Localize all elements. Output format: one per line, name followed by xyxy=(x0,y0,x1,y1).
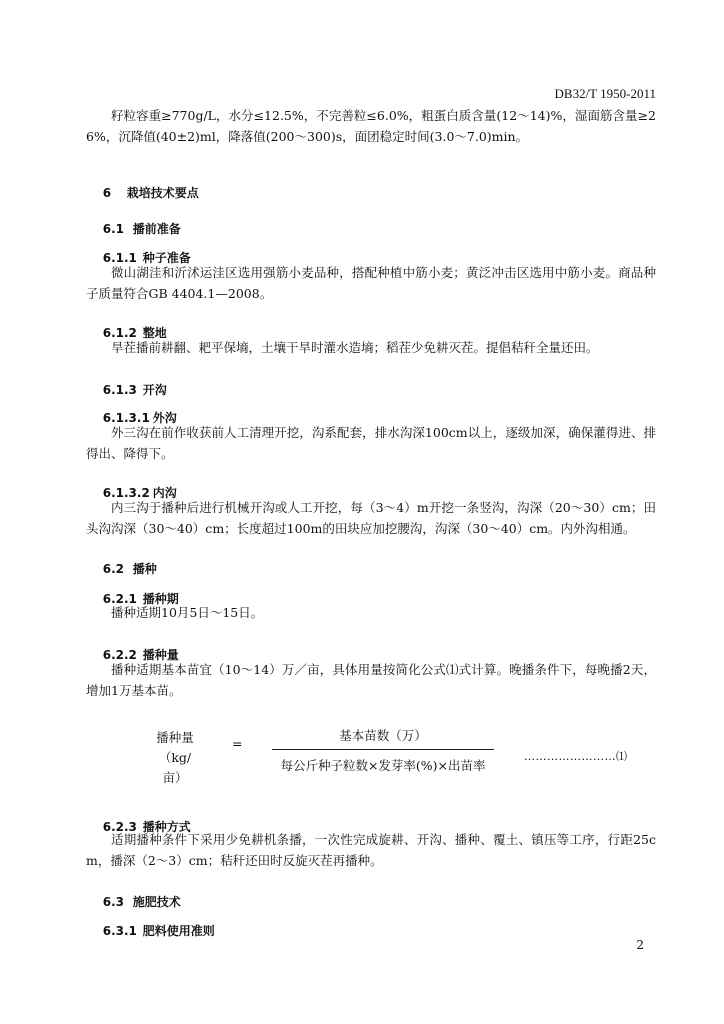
section-number: 6.2 xyxy=(102,562,124,576)
formula-number xyxy=(524,748,628,764)
document-code: DB32/T 1950-2011 xyxy=(554,86,656,101)
fraction-bar xyxy=(272,749,494,750)
section-number: 6.1.3.2 xyxy=(102,486,150,500)
section-title: 内沟 xyxy=(152,486,177,500)
section-title: 栽培技术要点 xyxy=(126,186,199,200)
section-title: 播种量 xyxy=(142,648,179,662)
section-number: 6.1.3.1 xyxy=(102,411,150,425)
section-title: 整地 xyxy=(142,326,167,340)
formula-equals: = xyxy=(232,736,243,751)
leader-dots: …………………… xyxy=(524,750,616,763)
formula-lhs-term: 播种量 xyxy=(156,730,194,745)
section-number: 6.1.1 xyxy=(102,251,137,265)
section-6-3-1-heading xyxy=(86,908,215,953)
page-number: 2 xyxy=(636,938,644,952)
seed-paragraph: 微山湖洼和沂沭运洼区选用强筋小麦品种，搭配种植中筋小麦；黄泛冲击区选用中筋小麦。商品种子质量符合GB 4404.1—2008。 xyxy=(86,265,656,301)
quality-paragraph: 籽粒容重≥770g/L，水分≤12.5%，不完善粒≤6.0%，粗蛋白质含量(12～14)%，湿面筋含量≥26%，沉降值(40±2)ml，降落值(200～300)s，面团稳定时间(3.0～7.0)min。 xyxy=(86,108,656,144)
formula-denominator: 每公斤种子粒数×发芽率(%)×出苗率 xyxy=(280,758,486,773)
section-title: 播种 xyxy=(132,562,157,576)
section-number: 6.2.2 xyxy=(102,648,137,662)
land-paragraph: 旱茬播前耕翻、耙平保墒，土壤干旱时灌水造墒；稻茬少免耕灭茬。提倡秸秆全量还田。 xyxy=(111,340,599,355)
sowing-period-paragraph: 播种适期10月5日～15日。 xyxy=(111,605,264,620)
outer-ditch-paragraph: 外三沟在前作收获前人工清理开挖，沟系配套，排水沟深100cm以上，逐级加深，确保灌得进、排得出、降得下。 xyxy=(86,425,656,461)
section-title: 播种期 xyxy=(142,592,179,606)
section-title: 种子准备 xyxy=(142,251,191,265)
section-title: 播种方式 xyxy=(142,820,191,834)
formula-lhs xyxy=(150,728,200,788)
section-number: 6.1.2 xyxy=(102,326,137,340)
inner-ditch-paragraph: 内三沟于播种后进行机械开沟或人工开挖，每（3～4）m开挖一条竖沟，沟深（20～30）cm；田头沟沟深（30～40）cm；长度超过100m的田块应加挖腰沟，沟深（30～40）cm。内外沟相通。 xyxy=(86,500,656,536)
section-number: 6.2.1 xyxy=(102,592,137,606)
formula-numerator: 基本苗数（万） xyxy=(339,728,427,743)
section-title: 外沟 xyxy=(152,411,177,425)
formula-lhs-unit: （kg/亩） xyxy=(158,750,192,785)
section-title: 播前准备 xyxy=(132,222,181,236)
section-number: 6.1.3 xyxy=(102,383,137,397)
section-title: 肥料使用准则 xyxy=(142,924,215,938)
section-number: 6.2.3 xyxy=(102,820,137,834)
formula-label: ⑴ xyxy=(616,750,628,763)
sowing-method-paragraph: 适期播种条件下采用少免耕机条播，一次性完成旋耕、开沟、播种、覆土、镇压等工序，行距25cm，播深（2～3）cm；秸秆还田时反旋灭茬再播种。 xyxy=(86,832,656,868)
section-number: 6.3 xyxy=(102,895,124,909)
sowing-amount-paragraph: 播种适期基本苗宜（10～14）万／亩，具体用量按简化公式⑴式计算。晚播条件下，每晚播2天，增加1万基本苗。 xyxy=(86,662,656,698)
section-number: 6 xyxy=(102,186,112,200)
section-number: 6.1 xyxy=(102,222,124,236)
section-number: 6.3.1 xyxy=(102,924,137,938)
section-title: 施肥技术 xyxy=(132,895,181,909)
section-title: 开沟 xyxy=(142,383,167,397)
seeding-rate-formula xyxy=(0,718,724,788)
